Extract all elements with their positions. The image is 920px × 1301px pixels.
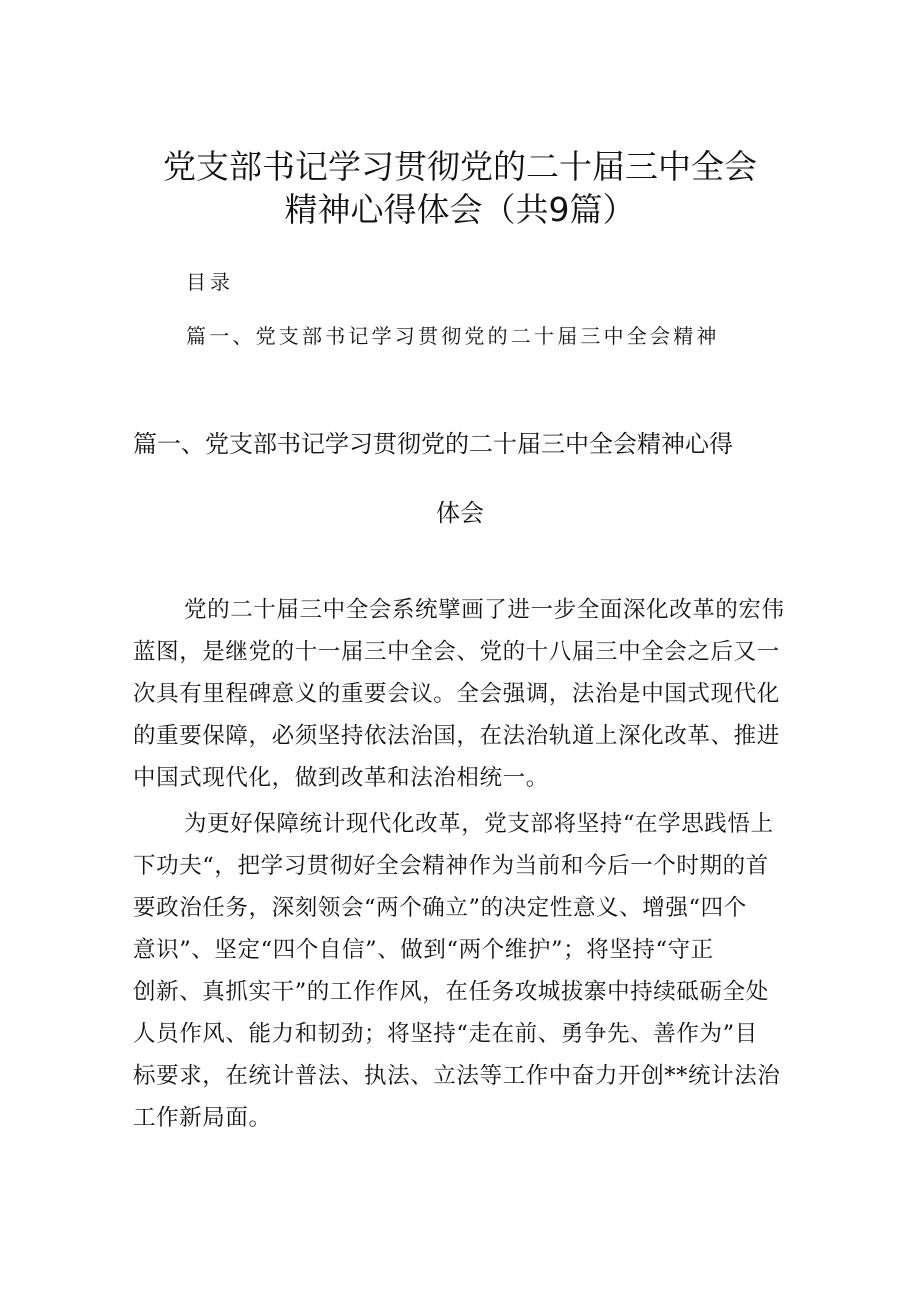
paragraph-2-line: 创新、真抓实干”的工作作风，在任务攻城拔寨中持续砥砺全处 [133,979,769,1005]
section-title-line-1: 篇一、党支部书记学习贯彻党的二十届三中全会精神心得 [133,430,733,458]
paragraph-2-line: 工作新局面。 [133,1105,272,1131]
paragraph-1-line: 蓝图，是继党的十一届三中全会、党的十八届三中全会之后又一 [133,639,780,665]
document-title-line-2: 精神心得体会（共9篇） [284,190,636,229]
paragraph-2-line: 人员作风、能力和韧劲；将坚持“走在前、勇争先、善作为”目 [133,1021,758,1047]
toc-item-1[interactable]: 篇一、党支部书记学习贯彻党的二十届三中全会精神 [186,324,720,348]
paragraph-1-line: 党的二十届三中全会系统擘画了进一步全面深化改革的宏伟 [184,597,785,623]
paragraph-1-line: 次具有里程碑意义的重要会议。全会强调，法治是中国式现代化 [133,681,780,707]
paragraph-2-line: 意识”、坚定“四个自信”、做到“两个维护”；将坚持“守正 [133,937,714,963]
paragraph-2-line: 标要求，在统计普法、执法、立法等工作中奋力开创**统计法治 [133,1063,781,1089]
paragraph-2-line: 下功夫“，把学习贯彻好全会精神作为当前和今后一个时期的首 [133,853,769,879]
paragraph-2-line: 为更好保障统计现代化改革，党支部将坚持“在学思践悟上 [184,811,774,837]
document-title-line-1: 党支部书记学习贯彻党的二十届三中全会 [163,147,757,186]
paragraph-1-line: 中国式现代化，做到改革和法治相统一。 [133,765,549,791]
toc-heading: 目录 [186,270,234,294]
paragraph-2-line: 要政治任务，深刻领会“两个确立”的决定性意义、增强“四个 [133,895,747,921]
paragraph-1-line: 的重要保障，必须坚持依法治国，在法治轨道上深化改革、推进 [133,723,780,749]
section-title-line-2: 体会 [436,499,484,527]
